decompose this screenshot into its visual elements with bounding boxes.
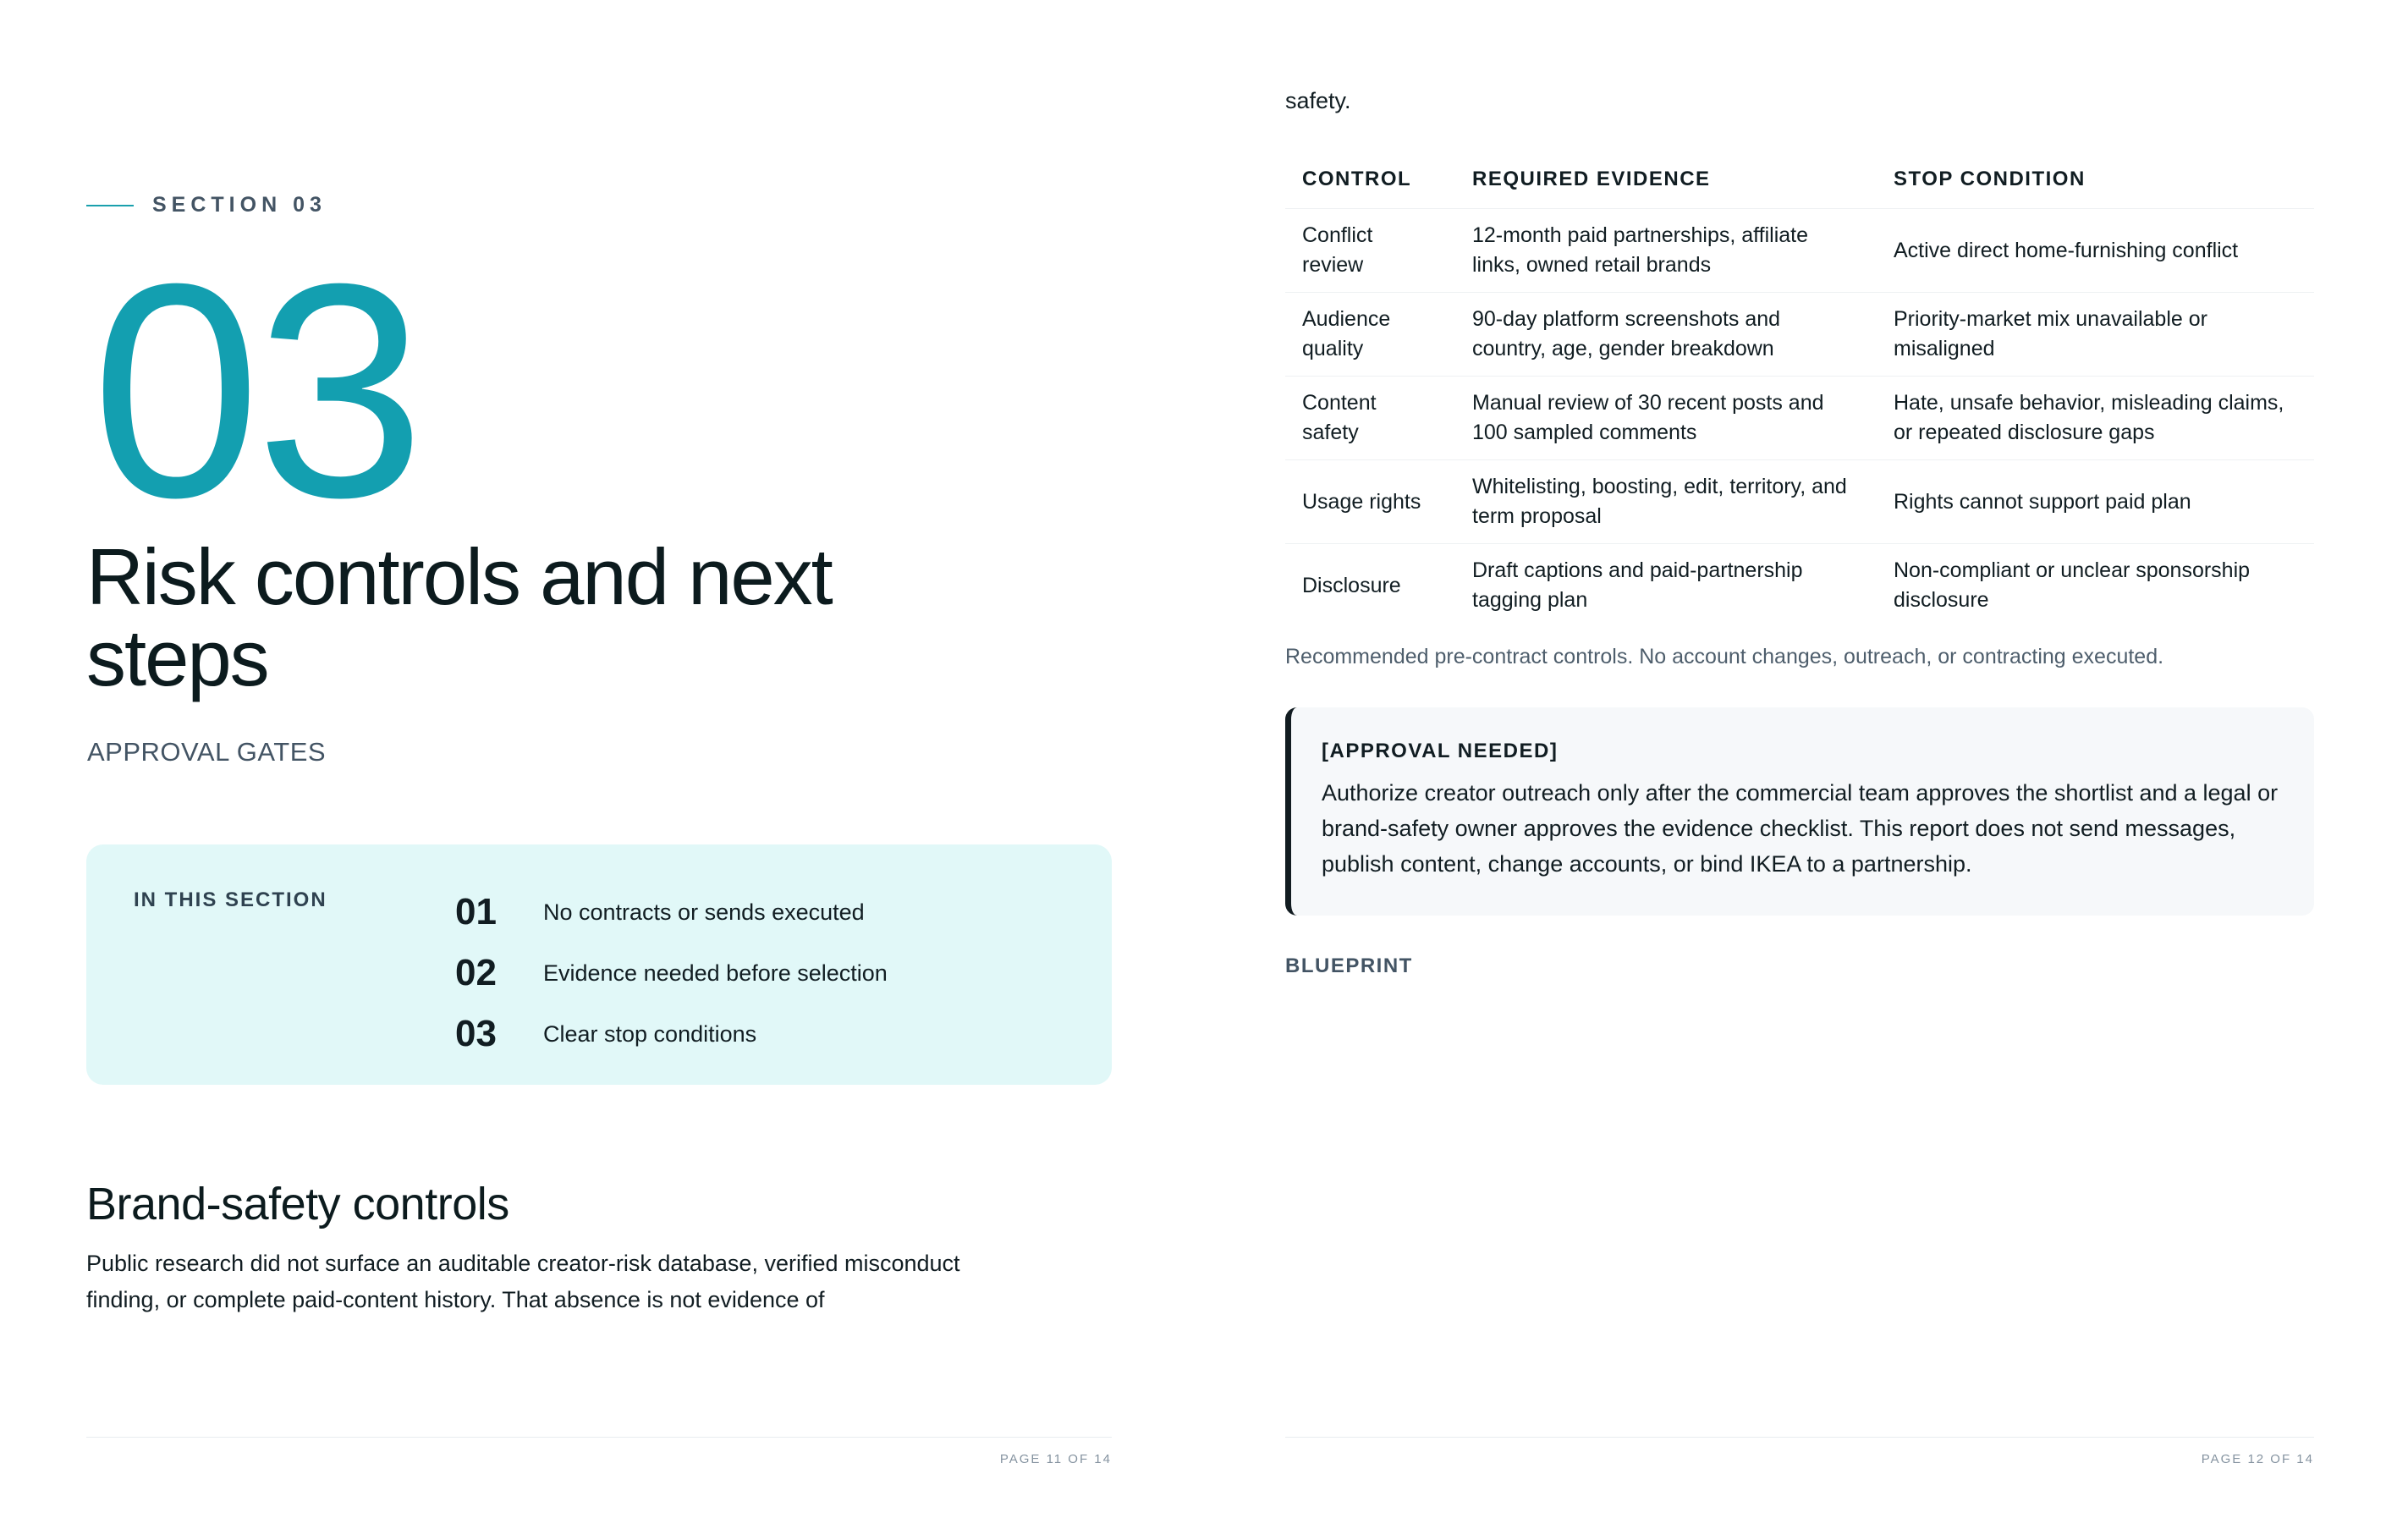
- body-paragraph: Public research did not surface an auditable creator-risk database, verified misconduct finding, or complete paid-content history. That absence is not evidence of: [86, 1251, 960, 1312]
- cell-control: Disclosure: [1302, 573, 1401, 597]
- section-label: SECTION 03: [152, 193, 327, 217]
- cell-control: Audience quality: [1285, 293, 1455, 377]
- table-row: [1285, 377, 2314, 460]
- cell-stop: Non-compliant or unclear sponsorship disclosure: [1894, 558, 2251, 612]
- controls-table: [1285, 151, 2314, 627]
- toc-list: [455, 882, 888, 1064]
- toc-item-number: 03: [455, 1013, 497, 1054]
- section-rule: [86, 205, 134, 206]
- callout-title: [APPROVAL NEEDED]: [1322, 740, 1559, 762]
- cell-control: Content safety: [1285, 377, 1455, 460]
- cell-evidence: 12-month paid partnerships, affiliate links, owned retail brands: [1455, 209, 1877, 293]
- toc-item-number: 02: [455, 952, 497, 993]
- approval-callout: [1285, 707, 2314, 916]
- toc-item-text: Clear stop conditions: [543, 1020, 757, 1047]
- cell-evidence: 90-day platform screenshots and country, age, gender breakdown: [1455, 293, 1877, 377]
- cell-evidence: Draft captions and paid-partnership tagging plan: [1472, 558, 1803, 612]
- table-caption: Recommended pre-contract controls. No account changes, outreach, or contracting executed.: [1285, 645, 2164, 668]
- page-12: [1193, 0, 2386, 1540]
- table-row: [1285, 460, 2314, 544]
- toc-item: [455, 943, 888, 1004]
- continued-text: safety.: [1285, 88, 1351, 113]
- table-row: [1285, 209, 2314, 293]
- footer-divider: [1285, 1437, 2314, 1438]
- cell-stop: Hate, unsafe behavior, misleading claims, or repeated disclosure gaps: [1877, 377, 2314, 460]
- toc-item: [455, 882, 888, 943]
- blueprint-label: BLUEPRINT: [1285, 954, 1413, 977]
- column-header-stop: STOP CONDITION: [1877, 151, 2314, 209]
- toc-item-number: 01: [455, 891, 497, 932]
- section-number: 03: [91, 221, 421, 561]
- cell-evidence: Manual review of 30 recent posts and 100 sampled comments: [1455, 377, 1877, 460]
- toc-item: [455, 1004, 888, 1064]
- toc-item-text: No contracts or sends executed: [543, 899, 865, 925]
- table-row: [1285, 293, 2314, 377]
- column-header-evidence: REQUIRED EVIDENCE: [1455, 151, 1877, 209]
- column-header-control: CONTROL: [1285, 151, 1455, 209]
- callout-body: Authorize creator outreach only after the commercial team approves the shortlist and a legal or brand-safety owner approves the evidence checklist. This report does not send messages, publish content, change accounts, or bind IKEA to a partnership.: [1322, 780, 2279, 877]
- section-contents-box: [86, 844, 1112, 1085]
- cell-stop: Active direct home-furnishing conflict: [1877, 209, 2314, 293]
- page-title: Risk controls and next steps: [86, 532, 832, 702]
- toc-item-text: Evidence needed before selection: [543, 960, 888, 986]
- table-header-row: [1285, 151, 2314, 209]
- cell-stop: Rights cannot support paid plan: [1877, 460, 2314, 544]
- cell-control: Conflict review: [1285, 209, 1455, 293]
- table-row: [1285, 544, 2314, 628]
- toc-label: IN THIS SECTION: [134, 888, 327, 911]
- cell-control: Usage rights: [1285, 460, 1455, 544]
- cell-evidence: Whitelisting, boosting, edit, territory, and term proposal: [1455, 460, 1877, 544]
- page-footer: PAGE 12 OF 14: [2201, 1452, 2314, 1466]
- page-footer: PAGE 11 OF 14: [999, 1452, 1112, 1466]
- cell-stop: Priority-market mix unavailable or misaligned: [1877, 293, 2314, 377]
- footer-divider: [86, 1437, 1112, 1438]
- section-tag: [86, 193, 327, 217]
- page-subtitle: APPROVAL GATES: [87, 737, 327, 767]
- subsection-heading: Brand-safety controls: [86, 1179, 509, 1229]
